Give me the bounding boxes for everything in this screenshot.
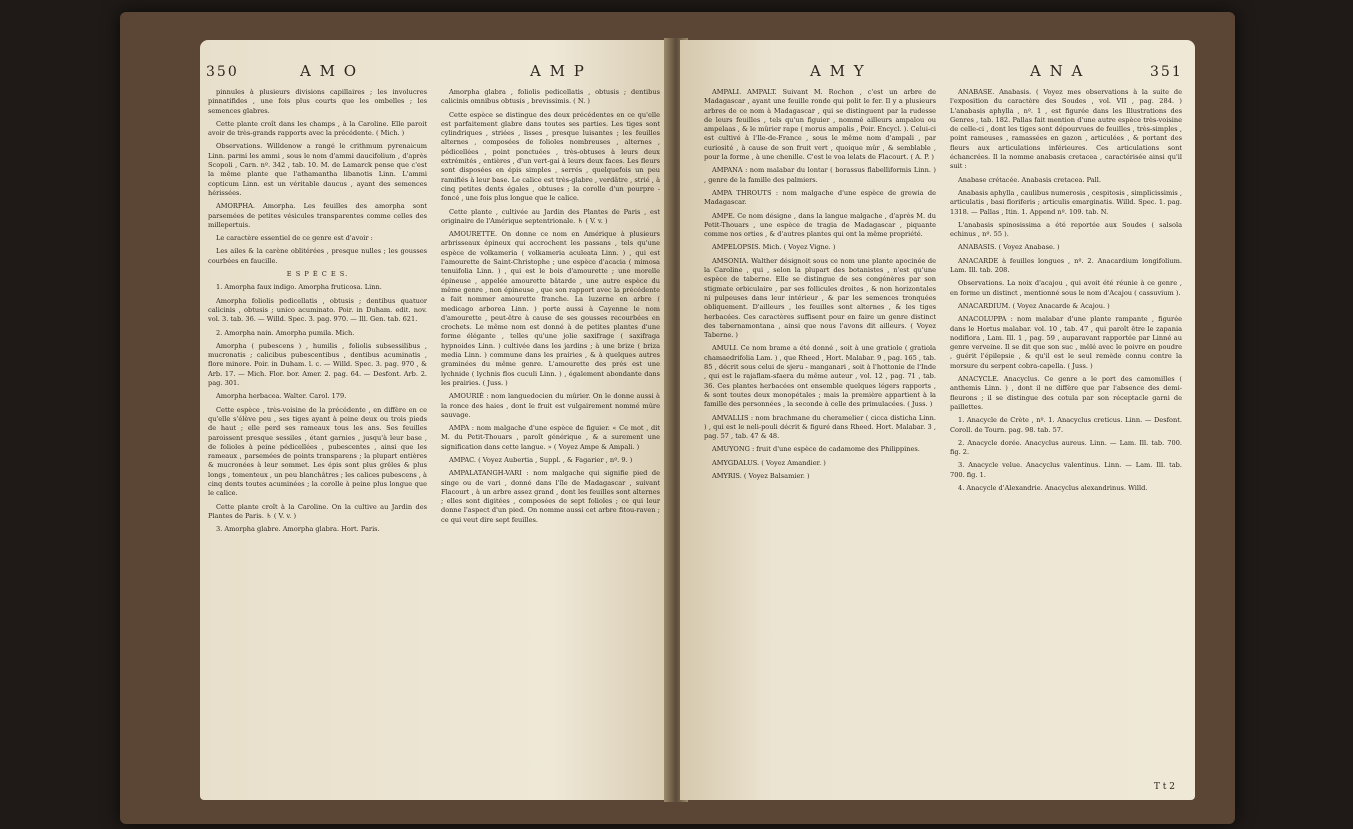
paragraph: AMYRIS. ( Voyez Balsamier. ) (712, 471, 810, 480)
paragraph: Cette plante croît à la Caroline. On la cultive au Jardin des Plantes de Paris. ♄ ( V. v. ) (208, 502, 427, 520)
right-running-head-1: A M Y (810, 62, 866, 80)
left-page (200, 40, 670, 800)
paragraph: Amorpha foliolis pedicellatis , obtusis ; dentibus quatuor calicinis , obtusis ; unico acuminato. Poir. in Duham. edit. nov. vol. 3. tab. 36. — Willd. Spec. 3. pag. 970. — Ill. Gen. tab. 621. (208, 296, 427, 324)
paragraph: Amorpha glabra , foliolis pedicellatis , obtusis ; dentibus calicinis omnibus obtusis , brevissimis. ( N. ) (441, 88, 660, 106)
paragraph: 1. Anacycle de Crète , nº. 1. Anacyclus creticus. Linn. — Desfont. Coroll. de Tourn. pag. 98. tab. 57. (950, 416, 1182, 434)
right-columns (704, 88, 1182, 497)
left-column-2 (441, 88, 660, 538)
left-page-number: 350 (206, 64, 239, 80)
paragraph: ANACOLUPPA : nom malabar d'une plante rampante , figurée dans le Hortus malabar. vol. 10 , tab. 47 , qui paroît être le zapania nodiflora , Lam. Ill. 1 , pag. 59 , auparavant rapportée par Linné au genre verveine. Il se dit que son suc , mêlé avec le poivre en poudre , guérit l'épilepsie , & qu'il est le seul remède connu contre la morsure du serpent cobra-capella. ( Juss. ) (950, 315, 1182, 370)
paragraph: AMPE. Ce nom désigne , dans la langue malgache , d'après M. du Petit-Thouars , une espèce de tragia de Madagascar , piquante comme nos orties , & d'autres plantes qui ont la même propriété. (704, 211, 936, 239)
paragraph: Observations. Willdenow a rangé le crithmum pyrenaicum Linn. parmi les ammi , sous le nom d'ammi daucifolium , d'après Scopoli , Carn. nº. 342 , tab. 10. M. de Lamarck pense que c'est la même plante que l'athamantha libanotis Linn. L'ammi copticum Linn. est un véritable daucus , ayant des semences hérissées. (208, 142, 427, 197)
paragraph: Le caractère essentiel de ce genre est d'avoir : (216, 234, 373, 243)
paragraph: ANACYCLE. Anacyclus. Ce genre a le port des camomilles ( anthemis Linn. ) , dont il ne diffère que par l'absence des demi-fleurons ; il se distingue des cotula par son réceptacle garni de paillettes. (950, 375, 1182, 411)
paragraph: AMULI. Ce nom brame a été donné , soit à une gratiole ( gratiola chamaedrifolia Lam. ) , que Rheed , Hort. Malabar. 9 , pag. 165 , tab. 85 , décrit sous celui de sjeru - manganari , soit à l'hottonie de l'Inde , qui est le rajaflam-sfaera du même auteur , vol. 12 , pag. 71 , tab. 36. Ces plantes herbacées ont ensemble quelques légers rapports , & sont toutes deux monopétales ; mais la première appartient à la famille des personnées , la seconde à celle des primulacées. ( Juss. ) (704, 344, 936, 409)
paragraph: Anabase crétacée. Anabasis cretacea. Pall. (958, 175, 1101, 184)
paragraph: Cette plante , cultivée au Jardin des Plantes de Paris , est originaire de l'Amérique septentrionale. ♄ ( V. v. ) (441, 207, 660, 225)
left-column-1 (208, 88, 427, 538)
left-running-head-1: A M O (300, 62, 359, 80)
paragraph: AMYGDALUS. ( Voyez Amandier. ) (712, 458, 826, 467)
paragraph: AMPALI. AMPALT. Suivant M. Rochon , c'est un arbre de Madagascar , ayant une feuille ronde qui polit le fer. Il y a plusieurs arbres de ce nom à Madagascar , qui se distinguent par la rudesse de leurs feuilles , tels qu'un figuier , nommé ailleurs ampalou ou ampelaas , & le mûrier rape ( morus ampalis , Poir. Encycl. ). Celui-ci est cultivé à l'Ile-de-France , sous le même nom d'ampali , par curiosité , à cause de son fruit vert , quoique mûr , & semblable , pour la forme , à une chenille. C'est le voa lelats de Flacourt. ( A. P. ) (704, 88, 936, 162)
paragraph: pinnules à plusieurs divisions capillaires ; les involucres pinnatifides , une fois plus courts que les ombelles ; les semences glabres. (208, 88, 427, 115)
paragraph: Amorpha ( pubescens ) , humilis , foliolis subsessilibus , mucronatis ; calicibus pubescentibus , dentibus acuminatis , flore minore. Poir. in Duham. l. c. — Willd. Spec. 3. pag. 970 , & Arb. 17. — Mich. Flor. bor. Amer. 2. pag. 64. — Desfont. Arb. 2. pag. 301. (208, 341, 427, 388)
signature-mark: T t 2 (1153, 782, 1175, 792)
paragraph: 1. Amorpha faux indigo. Amorpha fruticosa. Linn. (216, 283, 382, 292)
paragraph: AMPELOPSIS. Mich. ( Voyez Vigne. ) (712, 243, 836, 252)
paragraph: AMPA : nom malgache d'une espèce de figuier. « Ce mot , dit M. du Petit-Thouars , paroît générique , & a surement une signification dans cette langue. » ( Voyez Ampe & Ampali. ) (441, 424, 660, 451)
paragraph: E S P È C E S. (286, 270, 349, 279)
paragraph: Cette plante croît dans les champs , à la Caroline. Elle paroit avoir de très-grands rapports avec la précédente. ( Mich. ) (208, 119, 427, 138)
right-page-number: 351 (1150, 64, 1183, 80)
paragraph: AMSONIA. Walther désignoit sous ce nom une plante apocinée de la Caroline , qui , selon la plupart des botanistes , n'est qu'une espèce de taberne. Elle se distingue de ses congénères par son stigmate orbiculaire , par ses follicules droites , & non horizontales ni pulpeuses dans leur intérieur , & par les semences tronquées obliquement. D'ailleurs , les feuilles sont alternes , & les tiges herbacées. Ces caractères suffisent pour en faire un genre distinct des tabernamontana , ainsi que nous l'avons dit ailleurs. ( Voyez Taberne. ) (704, 256, 936, 340)
paragraph: AMUYONG : fruit d'une espèce de cadamome des Philippines. (712, 445, 920, 454)
paragraph: Les ailes & la carène oblitérées , presque nulles ; les gousses courbées en faucille. (208, 247, 427, 265)
right-page (680, 40, 1195, 800)
right-column-1 (704, 88, 936, 497)
paragraph: AMPAC. ( Voyez Aubertia , Suppl. , & Fagarier , nº. 9. ) (449, 455, 633, 464)
paragraph: ANACARDE à feuilles longues , nº. 2. Anacardium longifolium. Lam. Ill. tab. 208. (950, 256, 1182, 275)
paragraph: Anabasis aphylla , caulibus numerosis , cespitosis , simplicissimis , articulatis , basi floriferis ; articulis emarginatis. Willd. Spec. 1. pag. 1318. — Pallas , Itin. 1. Append nº. 109. tab. N. (950, 188, 1182, 216)
paragraph: AMORPHA. Amorpha. Les feuilles des amorpha sont parsemées de petites vésicules transparentes comme celles des millepertuis. (208, 202, 427, 229)
paragraph: Cette espèce , très-voisine de la précédente , en diffère en ce qu'elle s'élève peu , ses tiges ayant à peine deux ou trois pieds de haut ; elle perd ses rameaux tous les ans. Ses feuilles paroissent presque sessiles , étant garnies , jusqu'à leur base , de folioles à peine pédicellées , pubescentes , ainsi que les rameaux , parsemées de points transparens ; la plupart entières & mucronées à leur sommet. Les épis sont plus grêles & plus longs , tomenteux , un peu blanchâtres ; les calices pubescens , à cinq dents toutes acuminées ; la corolle à peine plus longue que le calice. (208, 405, 427, 498)
paragraph: AMOURIÉ : nom languedocien du mûrier. On le donne aussi à la ronce des haies , dont le fruit est vulgairement nommé mûre sauvage. (441, 392, 660, 419)
paragraph: ANACARDIUM. ( Voyez Anacarde & Acajou. ) (958, 301, 1110, 310)
paragraph: AMPA THROUTS : nom malgache d'une espèce de grewia de Madagascar. (704, 188, 936, 207)
paragraph: Amorpha herbacea. Walter. Carol. 179. (216, 392, 347, 401)
paragraph: Cette espèce se distingue des deux précédentes en ce qu'elle est parfaitement glabre dans toutes ses parties. Les tiges sont cylindriques , striées , lisses , presque luisantes ; les feuilles alternes , composées de folioles nombreuses , alternes , pédicellées , point ponctuées , très-obtuses à leurs deux extrémités , entières , d'un vert-gai à leurs deux faces. Les fleurs sont disposées en épis simples , serrés , quelquefois un peu ramifiés à leur base. Le calice est très-glabre , verdâtre , strié , à cinq petites dents égales , obtuses ; la corolle d'un pourpre - foncé , une fois plus longue que le calice. (441, 110, 660, 203)
right-running-head-2: A N A (1030, 62, 1085, 80)
paragraph: 3. Anacycle velue. Anacyclus valentinus. Linn. — Lam. Ill. tab. 700. fig. 1. (950, 461, 1182, 479)
paragraph: AMPALATANGH-VARI : nom malgache qui signifie pied de singe ou de vari , donné dans l'île de Madagascar , suivant Flacourt , à un arbre assez grand , dont les feuilles sont alternes ; elles sont digitées , composées de sept folioles ; ce qui leur donne l'aspect d'un pied. On nomme aussi cet arbre fitou-raven ; ce qui veut dire sept feuilles. (441, 469, 660, 524)
right-column-2 (950, 88, 1182, 497)
paragraph: 2. Amorpha nain. Amorpha pumila. Mich. (216, 328, 355, 337)
left-running-head-2: A M P (530, 62, 586, 80)
left-columns (208, 88, 660, 538)
paragraph: ANABASE. Anabasis. ( Voyez mes observations à la suite de l'exposition du caractère des Soudes , vol. VII , pag. 284. ) L'anabasis aphylla , nº. 1 , est figurée dans les Illustrations des Genres , tab. 182. Pallas fait mention d'une autre espèce très-voisine de celle-ci , dont les tiges sont dépourvues de feuilles , très-simples , point rameuses , ramassées en gazon , articulées , & portant des fleurs aux articulations inférieures. Ces articulations sont échancrées. Il la nomme anabasis cretacea , caractérisée ainsi qu'il suit : (950, 88, 1182, 171)
paragraph: ANABASIS. ( Voyez Anabase. ) (958, 243, 1060, 252)
paragraph: AMOURETTE. On donne ce nom en Amérique à plusieurs arbrisseaux épineux qui accrochent les passans , tels qu'une espèce de volkameria ( volkameria aculeata Linn. ) , qui est l'amourette de Saint-Christophe ; une espèce d'acacia ( mimosa tenuifolia Linn. ) , qui est le bois d'amourette ; une morelle épineuse , appelée amourette bâtarde , une autre espèce du même genre , non épineuse , que son rapport avec la précédente a fait nommer amourette franche. La luzerne en arbre ( medicago arborea Linn. ) porte aussi à Cayenne le nom d'amourette , peut-être à cause de ses gousses recourbées en crochets. Le même nom est donné à de petites plantes d'une forme élégante , telles qu'une jolie saxifrage ( saxifraga hypnoides Linn. ) cultivée dans les jardins ; à une brize ( briza media Linn. ) commune dans les prairies , & à quelques autres graminées du même genre. L'amourette des prés est une lychnide ( lychnis flos cuculi Linn. ) , également abondante dans les prairies. ( Juss. ) (441, 230, 660, 387)
paragraph: L'anabasis spinosissima a été reportée aux Soudes ( salsola echinus , nº. 55 ). (950, 220, 1182, 239)
paragraph: Observations. La noix d'acajou , qui avoit été réunie à ce genre , en forme un distinct , mentionné sous le nom d'Acajou ( cassuvium ). (950, 279, 1182, 297)
paragraph: 2. Anacycle dorée. Anacyclus aureus. Linn. — Lam. Ill. tab. 700. fig. 2. (950, 438, 1182, 457)
paragraph: 4. Anacycle d'Alexandrie. Anacyclus alexandrinus. Willd. (958, 483, 1148, 492)
paragraph: AMPANA : nom malabar du lontar ( borassus flabelliformis Linn. ) , genre de la famille des palmiers. (704, 166, 936, 184)
paragraph: 3. Amorpha glabre. Amorpha glabra. Hort. Paris. (216, 525, 380, 534)
paragraph: AMVALLIS : nom brachmane du cheramelier ( cicca disticha Linn. ) , qui est le neli-pouli décrit & figuré dans Rheed. Hort. Malabar. 3 , pag. 57 , tab. 47 & 48. (704, 413, 936, 441)
